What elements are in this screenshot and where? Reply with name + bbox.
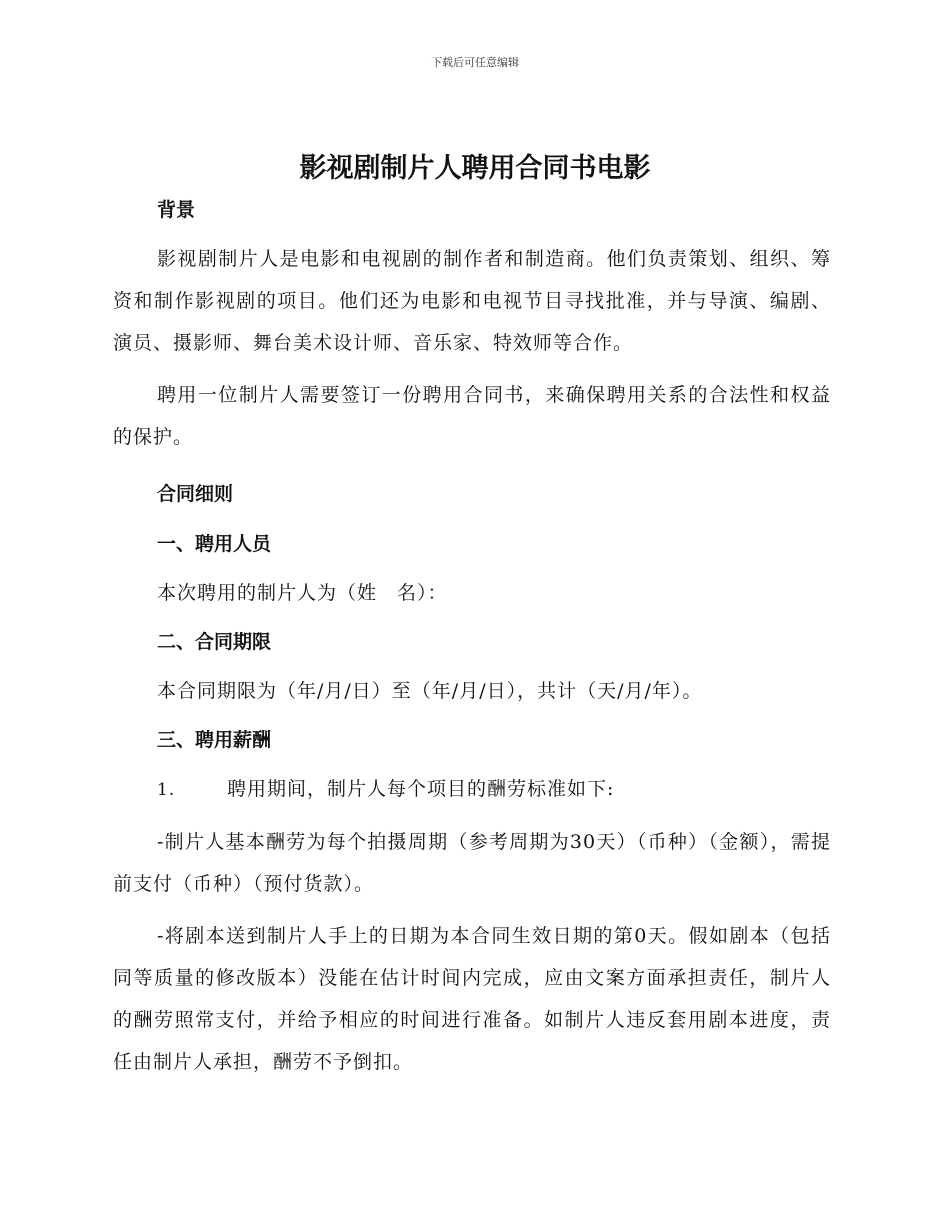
paragraph-personnel: 本次聘用的制片人为（姓 名）： <box>157 582 448 604</box>
paragraph-term: 本合同期限为（年/月/日）至（年/月/日），共计（天/月/年）。 <box>157 680 703 702</box>
document-body <box>113 192 831 1083</box>
document-title: 影视剧制片人聘用合同书电影 <box>299 153 651 184</box>
section-heading-details: 合同细则 <box>157 483 234 505</box>
paragraph-salary-2: -将剧本送到制片人手上的日期为本合同生效日期的第0天。假如剧本（包括同等质量的修改版本）没能在估计时间内完成，应由文案方面承担责任，制片人的酬劳照常支付，并给予相应的时间进行准备。如制片人违反套用剧本进度，责任由制片人承担，酬劳不予倒扣。 <box>113 925 831 1073</box>
section-heading-background: 背景 <box>157 199 196 221</box>
list-number: 1. <box>157 780 176 800</box>
header-note: 下载后可任意编辑 <box>431 56 519 69</box>
paragraph-salary-1: -制片人基本酬劳为每个拍摄周期（参考周期为30天）（币种）（金额），需提前支付（币种）（预付货款）。 <box>113 831 831 895</box>
paragraph-background-1: 影视剧制片人是电影和电视剧的制作者和制造商。他们负责策划、组织、筹资和制作影视剧的项目。他们还为电影和电视节目寻找批准，并与导演、编剧、演员、摄影师、舞台美术设计师、音乐家、特效师等合作。 <box>113 248 831 354</box>
section-heading-personnel: 一、聘用人员 <box>157 533 272 555</box>
list-item-salary-1 <box>113 768 831 811</box>
section-heading-term: 二、合同期限 <box>157 631 272 653</box>
section-heading-salary: 三、聘用薪酬 <box>157 729 272 751</box>
list-item-text: 聘用期间，制片人每个项目的酬劳标准如下: <box>227 778 615 800</box>
paragraph-background-2: 聘用一位制片人需要签订一份聘用合同书，来确保聘用关系的合法性和权益的保护。 <box>113 384 831 448</box>
